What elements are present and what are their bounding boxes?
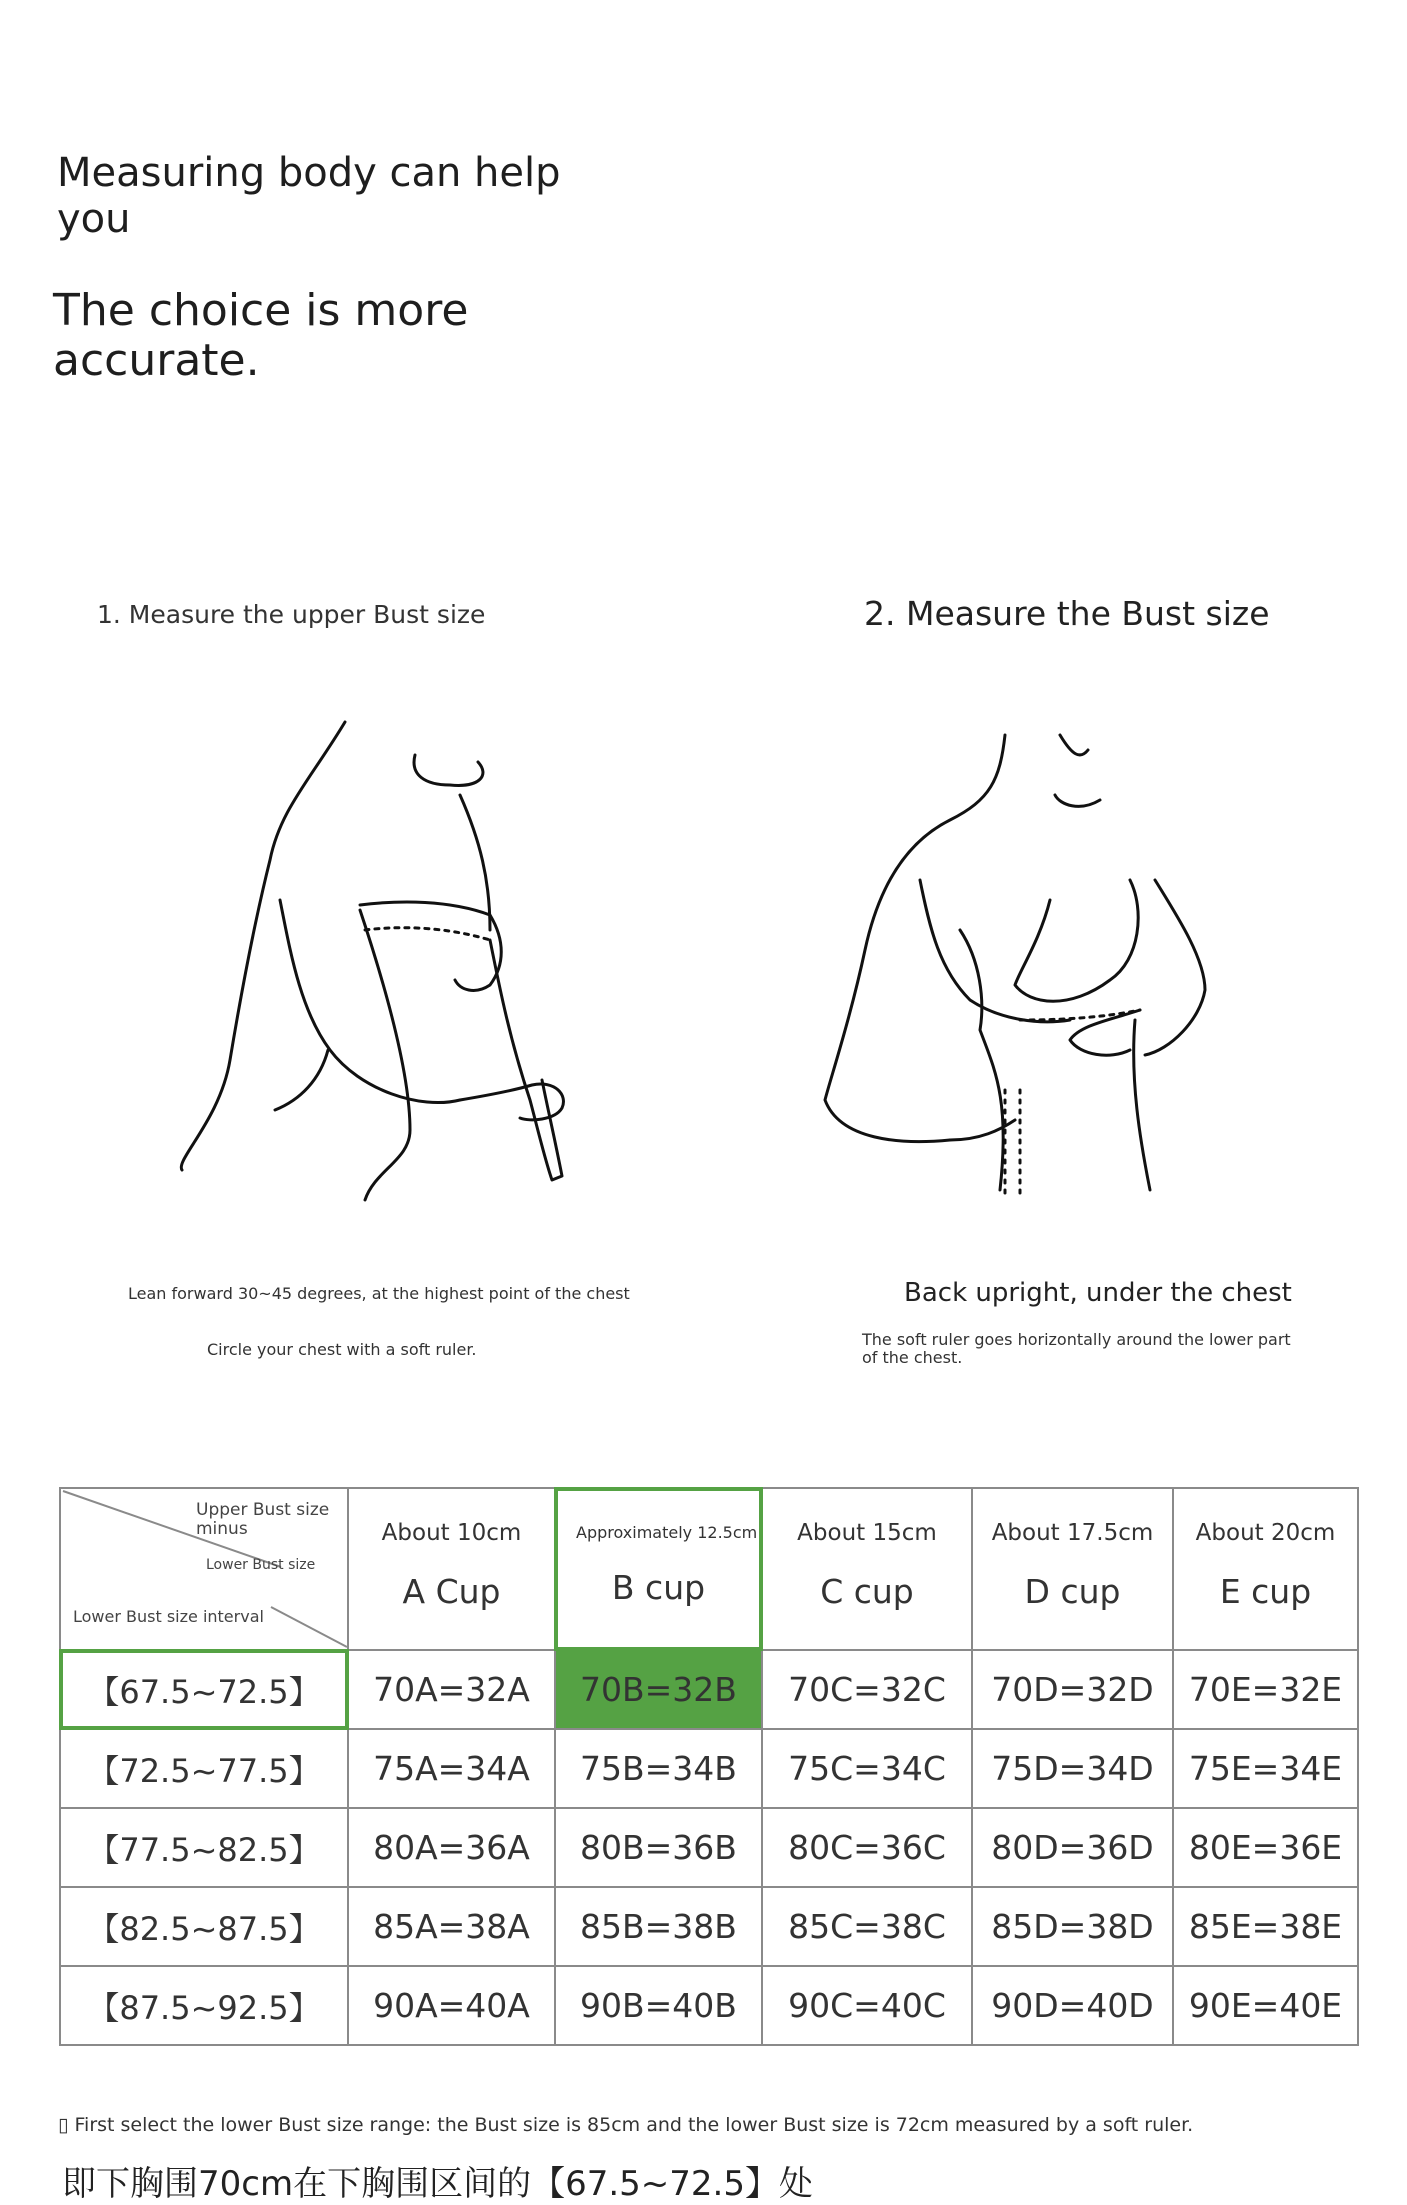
column-cup: E cup (1219, 1571, 1312, 1611)
table-row (60, 1729, 1358, 1808)
size-cell: 85B=38B (555, 1887, 762, 1966)
column-header-e (1173, 1488, 1358, 1650)
table-row (60, 1887, 1358, 1966)
step1-title: 1. Measure the upper Bust size (97, 600, 486, 629)
size-cell: 75E=34E (1173, 1729, 1358, 1808)
column-length: About 15cm (797, 1519, 937, 1546)
table-row (60, 1808, 1358, 1887)
size-chart-table (59, 1487, 1359, 2046)
size-cell: 85C=38C (762, 1887, 972, 1966)
upper-bust-illustration (160, 700, 580, 1220)
size-cell: 75A=34A (348, 1729, 555, 1808)
size-cell: 90D=40D (972, 1966, 1173, 2045)
column-length: About 20cm (1195, 1519, 1336, 1546)
size-cell: 75B=34B (555, 1729, 762, 1808)
heading-line1: Measuring body can help you (57, 150, 561, 242)
column-cup: D cup (1024, 1571, 1121, 1611)
footnote: ▯ First select the lower Bust size range: the Bust size is 85cm and the lower Bust size is 72cm measured by a soft ruler. (58, 2114, 1194, 2136)
column-length: About 10cm (381, 1519, 522, 1546)
column-cup: C cup (820, 1571, 914, 1611)
table-row (60, 1966, 1358, 2045)
range-cell: 【87.5~92.5】 (60, 1966, 348, 2045)
size-cell: 85D=38D (972, 1887, 1173, 1966)
table-header-row (60, 1488, 1358, 1650)
size-cell: 80E=36E (1173, 1808, 1358, 1887)
range-cell: 【82.5~87.5】 (60, 1887, 348, 1966)
corner-label-bottom: Lower Bust size interval (73, 1607, 264, 1626)
size-cell: 80A=36A (348, 1808, 555, 1887)
range-cell: 【77.5~82.5】 (60, 1808, 348, 1887)
column-header-c (762, 1488, 972, 1650)
lower-bust-illustration (810, 720, 1230, 1220)
step1-caption2: Circle your chest with a soft ruler. (207, 1340, 477, 1359)
step2-title: 2. Measure the Bust size (864, 594, 1270, 633)
column-header-a (348, 1488, 555, 1650)
cutoff-text-line: 即下胸围70cm在下胸围区间的【67.5~72.5】处 (62, 2164, 813, 2204)
size-cell: 85A=38A (348, 1887, 555, 1966)
heading-line2: The choice is more accurate. (53, 285, 469, 386)
column-header-d (972, 1488, 1173, 1650)
size-cell: 85E=38E (1173, 1887, 1358, 1966)
corner-label-top: Upper Bust size minus (196, 1500, 330, 1539)
column-header-b (555, 1488, 762, 1650)
column-cup: A Cup (402, 1571, 501, 1611)
size-cell: 75D=34D (972, 1729, 1173, 1808)
table-row (60, 1650, 1358, 1729)
size-cell: 90B=40B (555, 1966, 762, 2045)
corner-header-cell (60, 1488, 348, 1650)
column-length: About 17.5cm (991, 1519, 1154, 1546)
step2-caption2: The soft ruler goes horizontally around the lower part of the chest. (862, 1330, 1291, 1367)
size-cell: 70E=32E (1173, 1650, 1358, 1729)
column-cup: B cup (611, 1567, 706, 1607)
range-cell: 【67.5~72.5】 (60, 1650, 348, 1729)
size-cell: 80D=36D (972, 1808, 1173, 1887)
size-cell-highlighted: 70B=32B (555, 1650, 762, 1729)
step1-caption1: Lean forward 30~45 degrees, at the highest point of the chest (128, 1284, 630, 1303)
size-cell: 70D=32D (972, 1650, 1173, 1729)
size-cell: 80C=36C (762, 1808, 972, 1887)
step2-caption1: Back upright, under the chest (904, 1278, 1292, 1308)
size-cell: 70A=32A (348, 1650, 555, 1729)
size-cell: 90C=40C (762, 1966, 972, 2045)
size-cell: 75C=34C (762, 1729, 972, 1808)
size-cell: 70C=32C (762, 1650, 972, 1729)
column-length: Approximately 12.5cm (576, 1522, 758, 1542)
corner-label-middle: Lower Bust size (206, 1557, 316, 1573)
size-cell: 80B=36B (555, 1808, 762, 1887)
size-cell: 90A=40A (348, 1966, 555, 2045)
size-cell: 90E=40E (1173, 1966, 1358, 2045)
range-cell: 【72.5~77.5】 (60, 1729, 348, 1808)
